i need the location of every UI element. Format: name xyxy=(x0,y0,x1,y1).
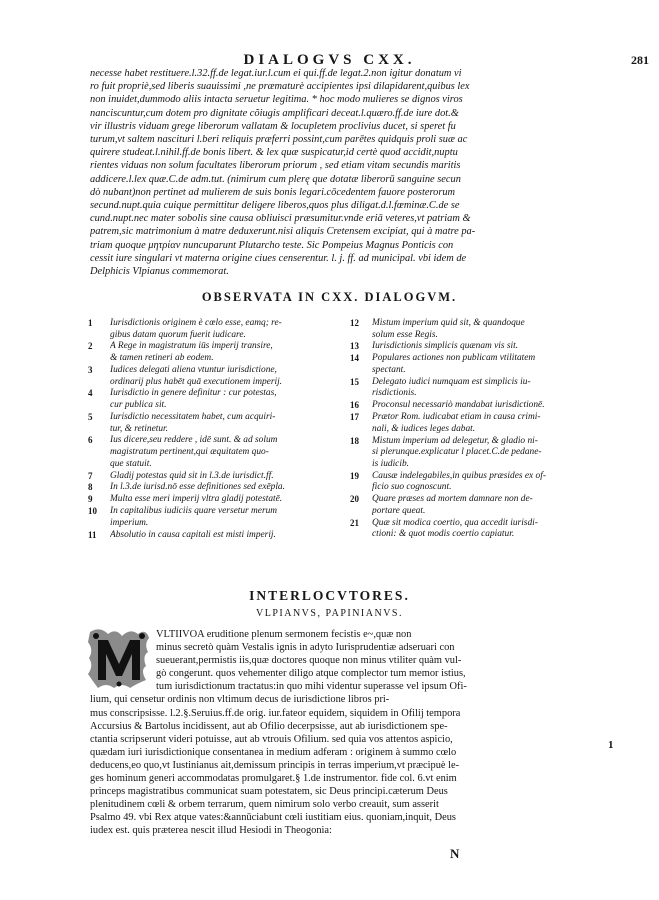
page-number: 281 xyxy=(631,53,649,67)
text-line: mus conscripsisse. l.2.§.Seruius.ff.de orig. iur.fateor equidem, siquidem in Ofilij tempora xyxy=(90,707,461,719)
index-entry-text xyxy=(372,318,612,341)
index-entry-text xyxy=(110,341,350,364)
index-entry-line: Gladij potestas quid sit in l.3.de iurisdict.ff. xyxy=(110,470,274,481)
index-entry xyxy=(350,518,612,541)
interlocutors-heading: INTERLOCVTORES. xyxy=(249,588,410,603)
index-entry-text xyxy=(110,318,350,341)
index-entry-text xyxy=(372,377,612,400)
index-entry-line: In capitalibus iudiciis quare versetur merum xyxy=(110,506,278,517)
text-line: quædam iuri iurisdictionique consentanea in medium adferam : originem à summo cœlo xyxy=(90,746,457,758)
text-line: princeps magistratibus communicat suam potestatem, sic Deus principi.cæterum Deus xyxy=(90,786,448,798)
index-entry-number: 10 xyxy=(88,506,97,517)
text-line: secund.nupt.quia cuique permittitur deligere liberos,quos plus diligat.d.l.fœminæ.C.de se xyxy=(90,200,460,212)
index-entry-number: 15 xyxy=(350,376,359,387)
index-entry-line: In l.3.de iurisd.nō esse definitiones sed exēpla. xyxy=(110,482,285,493)
index-entry xyxy=(350,494,612,517)
index-entry-line: Iurisdictio necessitatem habet, cum acquiri- xyxy=(110,411,276,422)
text-line: Delphicis Vlpianus commemorat. xyxy=(90,266,229,278)
index-entry xyxy=(350,353,612,376)
text-line: ges hominum generi accommodatas promulgaret.§ 1.de instrumentor. fide col. 6.vt enim xyxy=(90,773,457,785)
text-line: non inuidet,dummodo aliis intacta seruetur legitima. * hoc modo mulieres se dignos viros xyxy=(90,94,463,106)
index-entry xyxy=(88,388,350,411)
text-line: VLTIIVOA eruditione plenum sermonem fecistis e~,quæ non xyxy=(156,629,412,640)
running-header: DIALOGVS CXX. xyxy=(243,52,416,68)
text-line: deducens,eo quo,vt Iustinianus ait,demissum principis in terras imperium,vt præcipuè le- xyxy=(90,759,460,771)
index-entry-line: magistratum pertinent,qui æquitatem quo- xyxy=(110,447,269,458)
text-line: Psalmo 49. vbi Rex atque vates:&annūciabunt cœli iustitiam eius. quoniam,inquit, Deus xyxy=(90,812,456,824)
index-entry-line: Prætor Rom. iudicabat etiam in causa crimi- xyxy=(372,412,541,423)
index-entry-line: ordinarij plus habēt quā executionem imperij. xyxy=(110,376,283,387)
index-entry-line: Ius dicere,seu reddere , idē sunt. & ad solum xyxy=(110,435,278,446)
index-entry xyxy=(88,365,350,388)
index-entry-line: imperium. xyxy=(110,517,149,528)
index-entry-number: 3 xyxy=(88,364,93,375)
index-entry-line: cur publica sit. xyxy=(110,400,167,411)
index-entry-number: 5 xyxy=(88,411,93,422)
text-line: rientes viduas non solum facultates liberorum priorum , sed etiam vitam secundis maritis xyxy=(90,160,461,172)
index-entry-number: 7 xyxy=(88,470,93,481)
index-entry-number: 9 xyxy=(88,494,93,505)
index-entry-line: Iurisdictionis originem è cœlo esse, eamq; re- xyxy=(110,318,282,328)
index-entry-line: Mistum imperium ad delegetur, & gladio ni- xyxy=(372,435,538,446)
index-entry-text xyxy=(110,365,350,388)
text-line: dò nubant)non pertinet ad mulierem de suis bonis legari.cōcedentem fauore posterorum xyxy=(90,186,456,198)
index-entry-line: tur, & retinetur. xyxy=(110,423,168,434)
index-column-right xyxy=(350,318,612,541)
text-line: triam quoque μητρίαν nuncuparunt Plutarcho teste. Sic Pompeius Magnus Ponticis con xyxy=(90,239,454,251)
index-entry-number: 4 xyxy=(88,388,93,399)
index-entry-line: Absolutio in causa capitali est misti imperij. xyxy=(110,529,276,540)
index-entry-number: 6 xyxy=(88,435,93,446)
index-entry-text xyxy=(372,341,612,353)
text-line: cund.nupt.nec mater sobolis sine causa obliuisci præsumitur.vnde eriā veteres,vt patriam & xyxy=(90,213,471,225)
text-line: ro fuit propriè,sed liberis suauissimi ,ne præmaturè accipientes ipsi dilapidarent,quibus lex xyxy=(90,81,470,93)
index-entry-line: solum esse Regis. xyxy=(372,329,438,340)
index-entry-line: spectant. xyxy=(372,364,406,375)
index-entry-line: Iurisdictio in genere definitur : cur potestas, xyxy=(110,388,277,399)
index-entry-number: 8 xyxy=(88,482,93,493)
index-entry xyxy=(350,377,612,400)
upper-text-block xyxy=(90,67,605,278)
index-entry xyxy=(350,400,612,412)
index-entry-number: 21 xyxy=(350,517,359,528)
index-entry-number: 13 xyxy=(350,341,359,352)
text-line: necesse habet restituere.l.32.ff.de legat.iur.l.cum ei qui.ff.de legat.2.non igitur donatum vi xyxy=(90,68,462,79)
index-entry-text xyxy=(110,530,350,542)
index-entry-number: 19 xyxy=(350,470,359,481)
index-entry-text xyxy=(372,494,612,517)
index-entry-number: 18 xyxy=(350,435,359,446)
index-entry-number: 14 xyxy=(350,353,359,364)
index-entry-line: Multa esse meri imperij vltra gladij potestatē. xyxy=(110,494,283,505)
index-entry-line: & tamen retineri ab eodem. xyxy=(110,353,214,364)
index-entry-line: si plerunque.explicatur l placet.C.de pedane- xyxy=(372,447,542,458)
index-entry-line: ficio suo cognoscunt. xyxy=(372,482,452,493)
index-entry-line: risdictionis. xyxy=(372,388,417,399)
text-line: quirere studeat.l.nihil.ff.de bonis libert. & lex quæ suspicatur,id certè quod accidit,nuptu xyxy=(90,147,458,159)
index-entry xyxy=(88,506,350,529)
text-line: plenitudinem cœli & orbem terrarum, quem nimirum solo verbo creauit, sum asserit xyxy=(90,799,439,811)
text-line: sueuerant,permistis iis,quæ doctores quoque non minus vtiliter quàm vul- xyxy=(156,655,462,667)
text-line: cessit iure singulari vt materna origine ciues censerentur. l. j. ff. ad municipal. vbi idem de xyxy=(90,252,467,264)
index-entry-line: is iudicib. xyxy=(372,458,409,469)
index-entry xyxy=(88,412,350,435)
index-entry-text xyxy=(372,412,612,435)
text-line: tum iurisdictionum tractatus:in quo mihi videntur superasse vel ipsum Ofi- xyxy=(156,681,467,693)
text-line: addicere.l.lex quæ.C.de adm.tut. (nimirum cum plerę que dotatæ liberorū sanguine secun xyxy=(90,173,461,185)
index-entry-text xyxy=(372,400,612,412)
text-line: vir illustris viduam grege liberorum vallatam & locupletem proclivius ducet, si speret fu xyxy=(90,120,456,132)
index-entry-text xyxy=(110,471,350,483)
index-entry-line: A Rege in magistratum iūs imperij transire, xyxy=(110,341,273,352)
text-line: patrem,sic matrimonium à matre deduxerunt.nisi aliquis Cretensem excipiat, qui à matre pa- xyxy=(90,226,476,238)
text-line: nanciscuntur,cum dotem pro dignitate cõiugis amplificari deceat.l.quæro.ff.de iure dot.& xyxy=(90,107,459,119)
text-line: ctantia scripserunt videri potuisse, aut ab vtrouis Ofilium. sed quia vos attentos aspicio, xyxy=(90,733,453,745)
index-entry xyxy=(350,436,612,471)
index-entry-line: que statuit. xyxy=(110,458,152,469)
index-entry-line: portare queat. xyxy=(372,505,426,516)
index-entry-text xyxy=(372,436,612,471)
index-entry-number: 16 xyxy=(350,400,359,411)
signature-mark: N xyxy=(450,846,460,861)
index-entry xyxy=(350,471,612,494)
text-line: Accursius & Bartolus incidissent, aut ab Ofilio decerpsisse, aut ab iurisdictionem spe- xyxy=(90,720,448,732)
index-entry-line: Iurisdictionis simplicis quænam vis sit. xyxy=(372,341,519,352)
index-entry-text xyxy=(110,482,350,494)
index-entry xyxy=(350,341,612,353)
index-entry xyxy=(88,341,350,364)
lower-text-block xyxy=(90,628,605,838)
index-entry xyxy=(88,494,350,506)
index-entry-line: Delegato iudici numquam est simplicis iu- xyxy=(372,376,531,387)
index-entry-line: ctioni: & quot modis coertio capiatur. xyxy=(372,529,515,540)
margin-note: 1 xyxy=(608,739,614,751)
index-entry-number: 20 xyxy=(350,494,359,505)
index-entry xyxy=(88,435,350,470)
index-entry-number: 17 xyxy=(350,412,359,423)
index-entry-number: 12 xyxy=(350,318,359,328)
index-entry xyxy=(350,318,612,341)
index-entry-text xyxy=(110,435,350,470)
index-entry xyxy=(88,482,350,494)
index-entry-line: Quare præses ad mortem damnare non de- xyxy=(372,494,533,505)
text-line: iudex est. quis præterea nescit illud Hesiodi in Theogonia: xyxy=(90,825,332,837)
index-entry-line: gibus datam quorum fuerit iudicare. xyxy=(110,329,246,340)
speaker-names: VLPIANVS, PAPINIANVS. xyxy=(256,608,403,619)
index-entry-text xyxy=(110,412,350,435)
index-entry-line: nali, & iudices leges dabat. xyxy=(372,423,476,434)
index-entry-text xyxy=(372,353,612,376)
index-entry xyxy=(88,318,350,341)
index-entry-line: Iudices delegati aliena vtuntur iurisdictione, xyxy=(110,364,277,375)
text-line: lium, qui censetur ordinis non vltimum decus de iurisdictione libros pri- xyxy=(90,694,390,706)
index-entry-number: 11 xyxy=(88,529,97,540)
index-entry-text xyxy=(372,518,612,541)
index-entry-line: Populares actiones non publicam vtilitatem xyxy=(372,353,536,364)
index-column-left xyxy=(88,318,350,542)
index-entry-line: Proconsul necessariò mandabat iurisdictionē. xyxy=(372,400,545,411)
text-line: turum,vt saltem nascituri l.beri reliquis præferri possint,cum parētes quidquis proli suæ ac xyxy=(90,134,468,146)
index-entry-number: 1 xyxy=(88,318,93,328)
index-entry-text xyxy=(110,494,350,506)
index-entry xyxy=(88,471,350,483)
index-entry-text xyxy=(110,388,350,411)
index-entry xyxy=(88,530,350,542)
index-entry-number: 2 xyxy=(88,341,93,352)
section-heading: OBSERVATA IN CXX. DIALOGVM. xyxy=(201,290,458,304)
text-line: gò congerunt. quos vehementer diligo atque complector tum memor istius, xyxy=(156,668,466,680)
index-entry-line: Mistum imperium quid sit, & quandoque xyxy=(372,318,525,328)
index-entry-line: Causæ indelegabiles,in quibus præsides ex of- xyxy=(372,470,546,481)
text-line: minus secretò quàm Vestalis ignis in adyto Iurisprudentiæ adseruari con xyxy=(156,642,455,654)
index-entry xyxy=(350,412,612,435)
index-entry-text xyxy=(372,471,612,494)
index-entry-text xyxy=(110,506,350,529)
index-entry-line: Quæ sit modica coertio, qua accedit iurisdi- xyxy=(372,517,538,528)
